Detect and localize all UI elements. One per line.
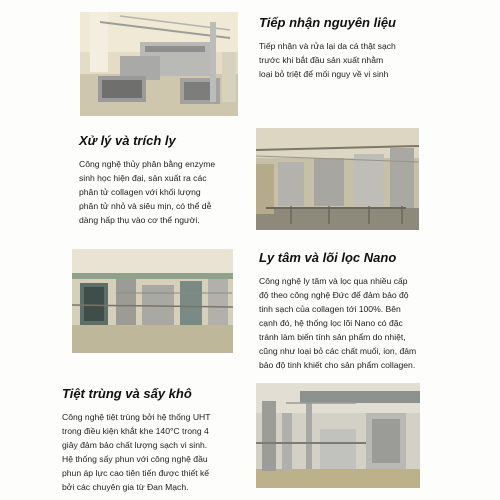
section-4-line: Công nghệ tiệt trùng bởi hệ thống UHT: [62, 412, 211, 422]
section-4-line: trong điều kiện khắt khe 140°C trong 4: [62, 426, 209, 436]
section-2-line: Công nghệ thủy phân bằng enzyme: [79, 159, 216, 169]
section-2-title: Xử lý và trích ly: [79, 133, 176, 148]
section-2-description: [79, 157, 215, 227]
section-4-line: phun áp lực cao tiên tiến được thiết kế: [62, 468, 210, 478]
section-1-line: Tiếp nhận và rửa lại da cá thật sạch: [259, 41, 396, 51]
section-1-title: Tiếp nhận nguyên liệu: [259, 15, 396, 30]
section-2-line: sinh học hiện đại, sản xuất ra các: [79, 173, 207, 183]
raw-material-washing-photo: [80, 12, 238, 116]
extraction-tanks-photo: [256, 128, 419, 230]
section-1-line: loại bỏ triệt để mối nguy về vi sinh: [259, 69, 389, 79]
section-2-line: dàng hấp thụ vào cơ thể người.: [79, 215, 200, 225]
section-1-description: [259, 39, 396, 81]
nano-filtration-photo: [72, 249, 233, 353]
section-3-line: bảo độ tinh khiết cho sản phẩm collagen.: [259, 360, 416, 370]
section-2-line: phân tử nhỏ và siêu mịn, có thể dễ: [79, 201, 212, 211]
section-1-line: trước khi bắt đầu sản xuất nhằm: [259, 55, 384, 65]
section-3-title: Ly tâm và lõi lọc Nano: [259, 250, 397, 265]
section-3-line: cạnh đó, hệ thống lọc lõi Nano có đặc: [259, 318, 403, 328]
section-4-description: [62, 410, 210, 494]
section-4-line: Hệ thống sấy phun với công nghệ đầu: [62, 454, 208, 464]
section-3-line: Công nghệ ly tâm và lọc qua nhiều cấp: [259, 276, 408, 286]
section-3-line: cũng như loại bỏ các chất muối, ion, đảm: [259, 346, 417, 356]
section-2-line: phân tử collagen với khối lượng: [79, 187, 201, 197]
section-3-description: [259, 274, 416, 372]
section-3-line: tránh làm biến tính sản phẩm do nhiệt,: [259, 332, 406, 342]
section-4-line: giây đảm bảo chất lượng sạch vi sinh.: [62, 440, 208, 450]
section-3-line: độ theo công nghệ Đức để đảm bảo độ: [259, 290, 409, 300]
section-4-line: bởi các chuyên gia từ Đan Mạch.: [62, 482, 189, 492]
spray-drying-photo: [256, 383, 420, 488]
section-4-title: Tiệt trùng và sấy khô: [62, 386, 192, 401]
section-3-line: tinh sạch của collagen tới 100%. Bên: [259, 304, 401, 314]
